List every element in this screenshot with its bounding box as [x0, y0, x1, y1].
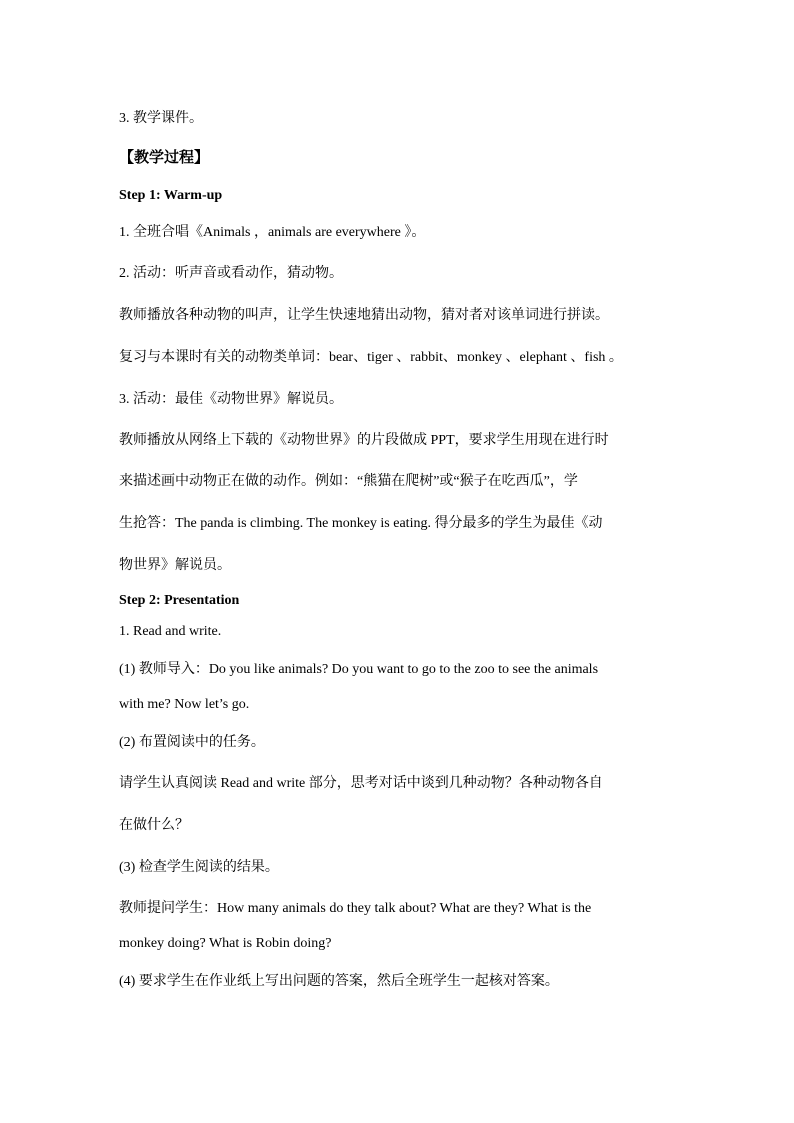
step1-title: Step 1: Warm-up — [119, 188, 223, 203]
paragraph: 2. 活动：听声音或看动作，猜动物。 — [119, 266, 343, 281]
paragraph: (2) 布置阅读中的任务。 — [119, 735, 265, 750]
step2-title: Step 2: Presentation — [119, 593, 240, 608]
paragraph: 3. 活动：最佳《动物世界》解说员。 — [119, 392, 343, 407]
paragraph: 物世界》解说员。 — [119, 558, 231, 573]
paragraph: 生抢答：The panda is climbing. The monkey is eating. 得分最多的学生为最佳《动 — [119, 516, 603, 531]
paragraph: monkey doing? What is Robin doing? — [119, 936, 332, 951]
paragraph: 复习与本课时有关的动物类单词：bear、tiger 、rabbit、monkey 、elephant 、fish 。 — [119, 350, 623, 365]
paragraph: with me? Now let’s go. — [119, 697, 250, 712]
paragraph: 在做什么？ — [119, 818, 189, 833]
paragraph: 请学生认真阅读 Read and write 部分，思考对话中谈到几种动物？各种动物各自 — [119, 776, 603, 791]
paragraph: (3) 检查学生阅读的结果。 — [119, 860, 279, 875]
section-heading-teaching-process: 【教学过程】 — [119, 150, 210, 166]
paragraph: (1) 教师导入：Do you like animals? Do you want to go to the zoo to see the animals — [119, 662, 599, 677]
paragraph: 1. 全班合唱《Animals ，animals are everywhere 》。 — [119, 225, 426, 240]
paragraph: 1. Read and write. — [119, 624, 222, 639]
paragraph: 教师播放各种动物的叫声，让学生快速地猜出动物，猜对者对该单词进行拼读。 — [119, 308, 609, 323]
paragraph: 教师播放从网络上下载的《动物世界》的片段做成 PPT，要求学生用现在进行时 — [119, 433, 609, 448]
list-item-courseware: 3. 教学课件。 — [119, 111, 203, 126]
paragraph: 教师提问学生：How many animals do they talk about? What are they? What is the — [119, 901, 592, 916]
paragraph: (4) 要求学生在作业纸上写出问题的答案，然后全班学生一起核对答案。 — [119, 974, 559, 989]
paragraph: 来描述画中动物正在做的动作。例如：“熊猫在爬树”或“猴子在吃西瓜”，学 — [119, 474, 578, 489]
